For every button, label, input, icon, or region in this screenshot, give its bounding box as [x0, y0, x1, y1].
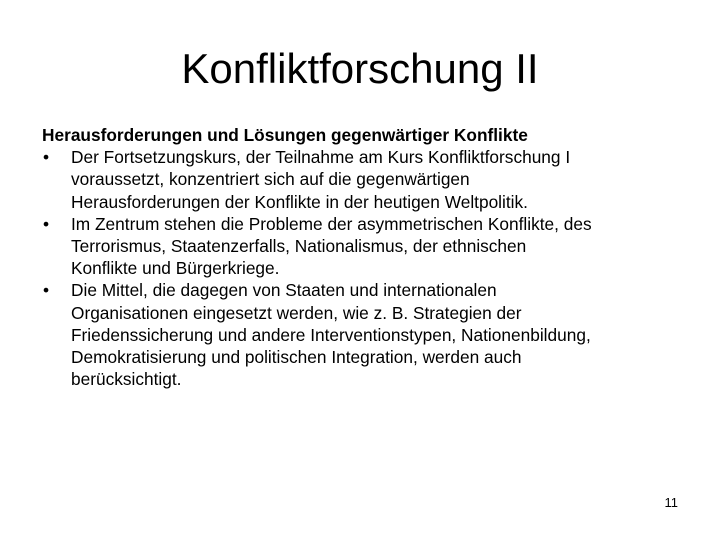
bullet-text-line: berücksichtigt. [71, 369, 182, 390]
bullet-text-line: Im Zentrum stehen die Probleme der asymmetrischen Konflikte, des [71, 213, 592, 234]
bullet-marker: • [43, 213, 50, 234]
bullet-marker: • [43, 147, 50, 168]
bullet-text-line: Organisationen eingesetzt werden, wie z. B. Strategien der [71, 302, 522, 323]
bullet-text-line: Die Mittel, die dagegen von Staaten und internationalen [71, 280, 497, 301]
slide-body [42, 124, 692, 390]
bullet-item [42, 279, 692, 390]
bullet-text-line: Herausforderungen der Konflikte in der heutigen Weltpolitik. [71, 191, 528, 212]
bullet-text-line: Terrorismus, Staatenzerfalls, Nationalismus, der ethnischen [71, 236, 527, 257]
bullet-marker: • [43, 280, 50, 301]
bullet-text-line: Der Fortsetzungskurs, der Teilnahme am Kurs Konfliktforschung I [71, 147, 571, 168]
bullet-item [42, 146, 692, 213]
bullet-text-line: Friedenssicherung und andere Interventionstypen, Nationenbildung, [71, 324, 591, 345]
bullet-text-line: Konflikte und Bürgerkriege. [71, 258, 280, 279]
bullet-text-line: voraussetzt, konzentriert sich auf die gegenwärtigen [71, 169, 470, 190]
slide-title: Konfliktforschung II [181, 45, 539, 92]
bullet-item [42, 213, 692, 280]
bullet-text-line: Demokratisierung und politischen Integration, werden auch [71, 347, 522, 368]
page-number: 11 [664, 495, 678, 510]
section-heading: Herausforderungen und Lösungen gegenwärtiger Konflikte [42, 125, 528, 145]
